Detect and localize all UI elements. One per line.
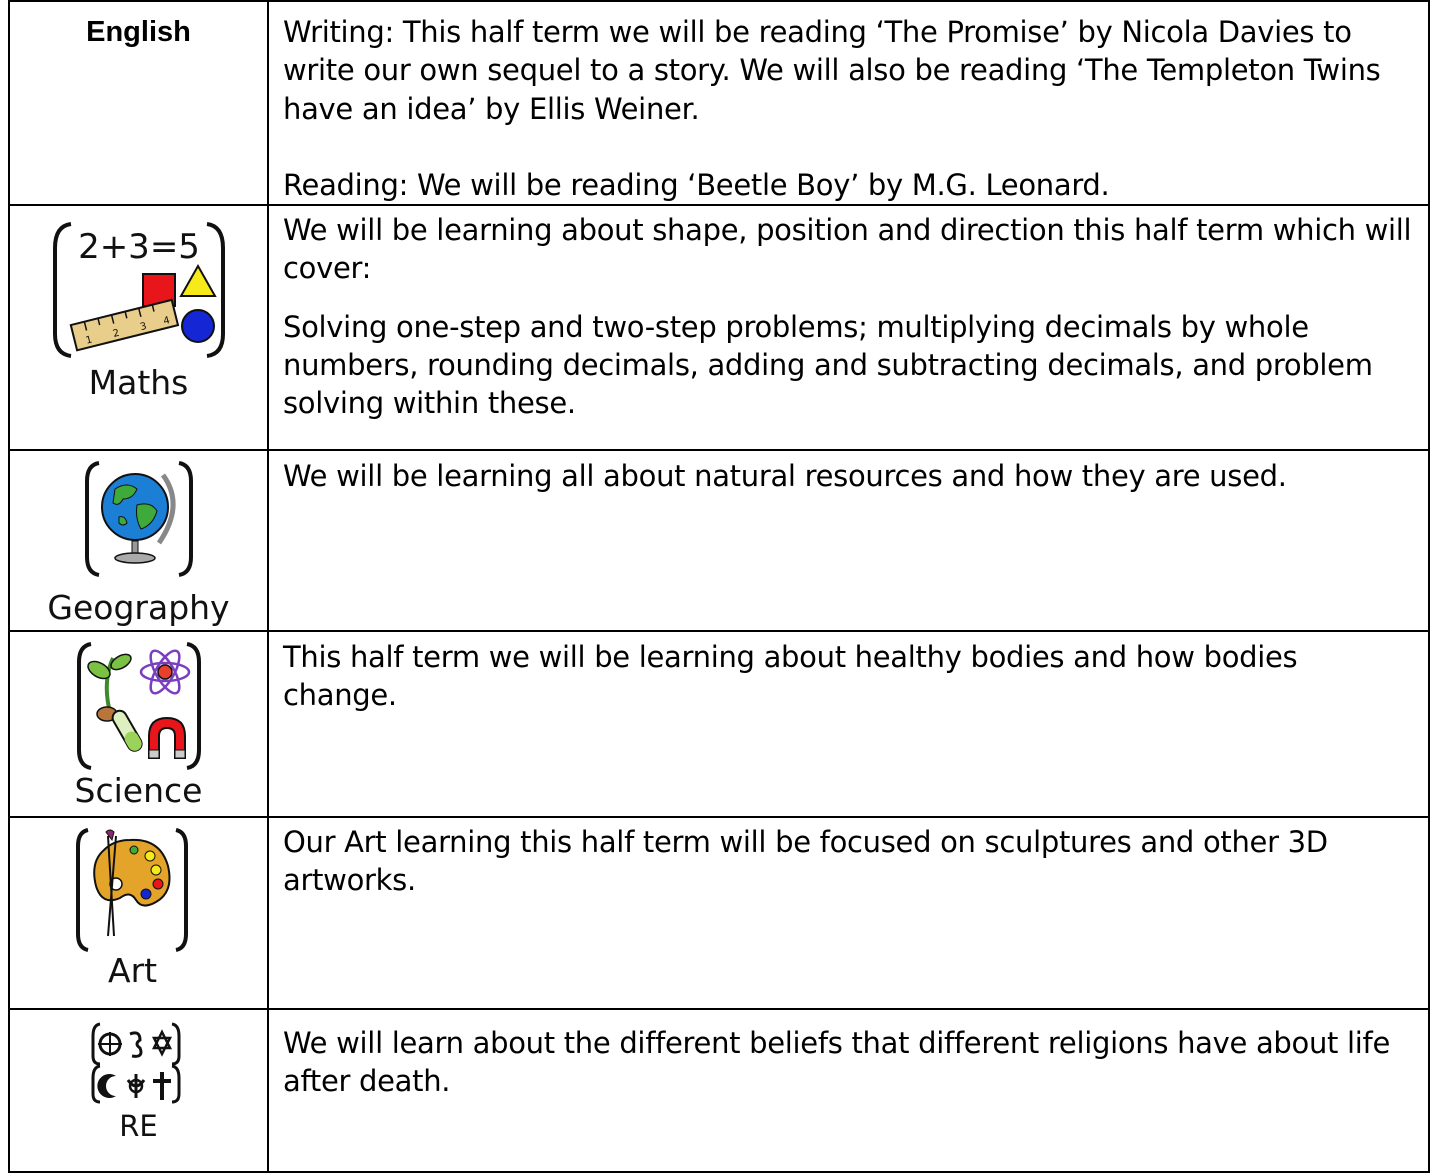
row-art	[9, 817, 1429, 1009]
english-writing-text: Writing: This half term we will be reading ‘The Promise’ by Nicola Davies to write our own sequel to a story. We will also be reading ‘The Templeton Twins have an idea’ by Ellis Weiner.	[283, 15, 1381, 126]
re-text: We will learn about the different beliefs that different religions have about life after death.	[283, 1026, 1391, 1099]
science-text: This half term we will be learning about healthy bodies and how bodies change.	[283, 640, 1298, 713]
row-maths	[9, 205, 1429, 450]
subject-label-geography: Geography	[47, 588, 230, 628]
maths-topics-text: Solving one-step and two-step problems; multiplying decimals by whole numbers, rounding decimals, adding and subtracting decimals, and problem solving within these.	[283, 309, 1373, 421]
subject-label-art: Art	[108, 951, 158, 991]
globe-icon	[79, 459, 199, 579]
geography-text: We will be learning all about natural resources and how they are used.	[283, 459, 1287, 494]
row-geography	[9, 450, 1429, 631]
svg-text:1: 1	[84, 334, 94, 347]
subject-cell-english	[9, 1, 268, 205]
svg-text:3: 3	[138, 320, 148, 334]
content-cell-art	[268, 817, 1429, 1009]
content-cell-re	[268, 1009, 1429, 1172]
content-cell-geography	[268, 450, 1429, 631]
subject-heading-english: English	[86, 16, 191, 48]
row-english	[9, 1, 1429, 205]
content-cell-english	[268, 1, 1429, 205]
paint-palette-icon	[72, 826, 192, 954]
subject-cell-geography	[9, 450, 268, 631]
subject-cell-science	[9, 631, 268, 817]
subject-cell-maths	[9, 205, 268, 450]
svg-text:4: 4	[161, 315, 171, 328]
row-re	[9, 1009, 1429, 1172]
subject-label-science: Science	[74, 771, 203, 811]
subject-label-maths: Maths	[88, 363, 189, 403]
science-symbol-icon	[73, 640, 205, 772]
art-text: Our Art learning this half term will be focused on sculptures and other 3D artworks.	[283, 825, 1328, 898]
maths-symbol-icon	[49, 216, 229, 366]
content-cell-science	[268, 631, 1429, 817]
curriculum-table	[8, 0, 1430, 1173]
maths-intro-text: We will be learning about shape, position and direction this half term which will cover:	[283, 213, 1412, 286]
subject-cell-re	[9, 1009, 268, 1172]
row-science	[9, 631, 1429, 817]
subject-cell-art	[9, 817, 268, 1009]
religion-symbols-icon	[90, 1020, 182, 1106]
svg-text:2: 2	[111, 327, 121, 340]
subject-label-re: RE	[119, 1109, 158, 1144]
english-reading-text: Reading: We will be reading ‘Beetle Boy’ by M.G. Leonard.	[283, 167, 1110, 202]
maths-equation-text: 2+3=5	[77, 227, 200, 268]
content-cell-maths	[268, 205, 1429, 450]
